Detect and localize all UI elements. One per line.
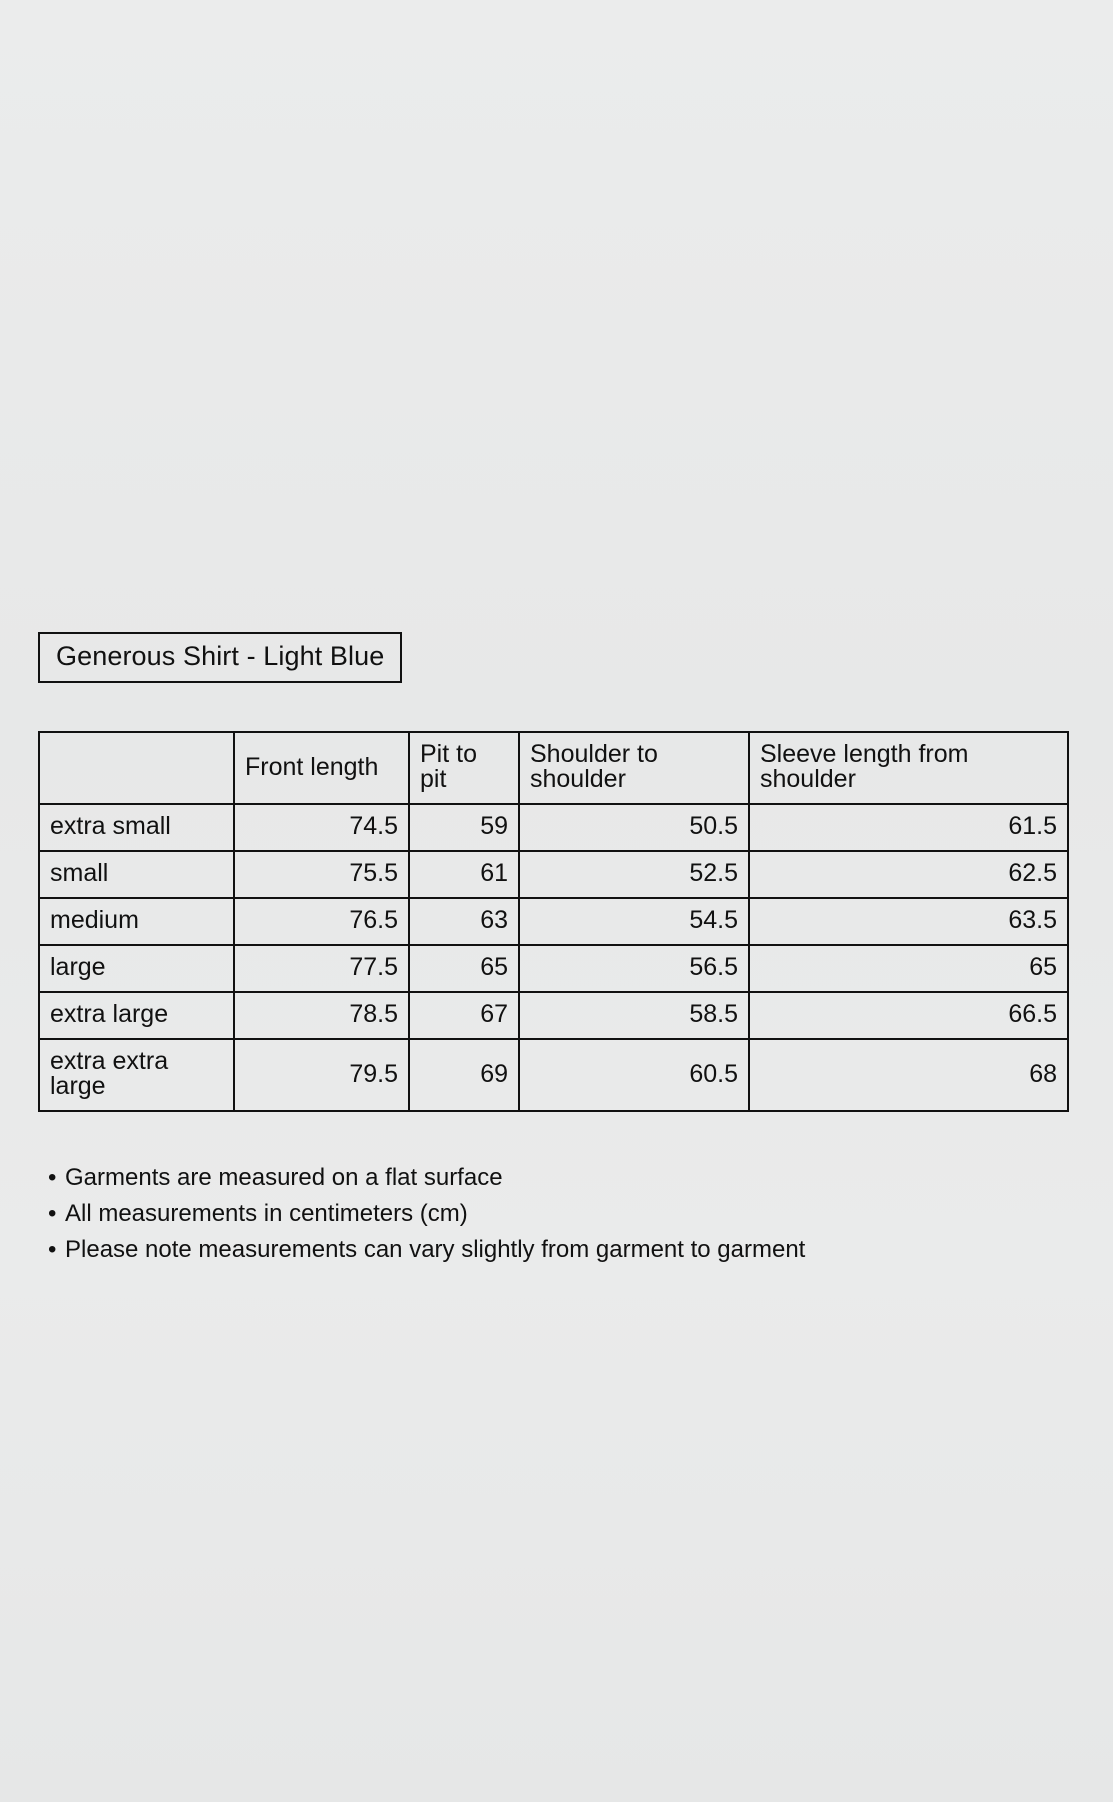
table-row <box>39 804 1068 851</box>
cell-front-length: 75.5 <box>234 851 409 898</box>
cell-shoulder-to-shoulder: 58.5 <box>519 992 749 1039</box>
row-label-extra-large: extra large <box>39 992 234 1039</box>
size-guide-content <box>38 632 1073 1268</box>
bullet-icon: • <box>48 1200 57 1227</box>
cell-sleeve-length: 65 <box>749 945 1068 992</box>
list-item <box>38 1196 1073 1232</box>
row-label-small: small <box>39 851 234 898</box>
list-item <box>38 1160 1073 1196</box>
row-label-medium: medium <box>39 898 234 945</box>
table-row <box>39 898 1068 945</box>
table-row <box>39 945 1068 992</box>
cell-shoulder-to-shoulder: 54.5 <box>519 898 749 945</box>
table-header-cell-pit-to-pit: Pit to pit <box>409 732 519 804</box>
cell-sleeve-length: 61.5 <box>749 804 1068 851</box>
cell-pit-to-pit: 65 <box>409 945 519 992</box>
notes-list <box>38 1160 1073 1268</box>
cell-sleeve-length: 63.5 <box>749 898 1068 945</box>
cell-sleeve-length: 66.5 <box>749 992 1068 1039</box>
cell-front-length: 78.5 <box>234 992 409 1039</box>
cell-pit-to-pit: 69 <box>409 1039 519 1111</box>
table-header-cell-shoulder-to-shoulder: Shoulder to shoulder <box>519 732 749 804</box>
cell-front-length: 74.5 <box>234 804 409 851</box>
table-header-cell-front-length: Front length <box>234 732 409 804</box>
row-label-extra-small: extra small <box>39 804 234 851</box>
cell-pit-to-pit: 59 <box>409 804 519 851</box>
cell-pit-to-pit: 67 <box>409 992 519 1039</box>
cell-shoulder-to-shoulder: 56.5 <box>519 945 749 992</box>
table-row <box>39 1039 1068 1111</box>
cell-pit-to-pit: 61 <box>409 851 519 898</box>
note-text: All measurements in centimeters (cm) <box>65 1200 468 1227</box>
cell-front-length: 77.5 <box>234 945 409 992</box>
note-text: Garments are measured on a flat surface <box>65 1164 503 1191</box>
table-row <box>39 992 1068 1039</box>
table-header-cell-corner <box>39 732 234 804</box>
cell-pit-to-pit: 63 <box>409 898 519 945</box>
row-label-extra-extra-large: extra extra large <box>39 1039 234 1111</box>
cell-shoulder-to-shoulder: 52.5 <box>519 851 749 898</box>
note-text: Please note measurements can vary slightly from garment to garment <box>65 1236 806 1263</box>
cell-front-length: 79.5 <box>234 1039 409 1111</box>
cell-shoulder-to-shoulder: 50.5 <box>519 804 749 851</box>
page-title: Generous Shirt - Light Blue <box>38 632 402 683</box>
cell-sleeve-length: 62.5 <box>749 851 1068 898</box>
bullet-icon: • <box>48 1236 57 1263</box>
size-chart-table <box>38 731 1069 1112</box>
cell-front-length: 76.5 <box>234 898 409 945</box>
bullet-icon: • <box>48 1164 57 1191</box>
table-row <box>39 851 1068 898</box>
table-header-row <box>39 732 1068 804</box>
table-header-cell-sleeve-length: Sleeve length from shoulder <box>749 732 1068 804</box>
cell-shoulder-to-shoulder: 60.5 <box>519 1039 749 1111</box>
row-label-large: large <box>39 945 234 992</box>
list-item <box>38 1232 1073 1268</box>
cell-sleeve-length: 68 <box>749 1039 1068 1111</box>
